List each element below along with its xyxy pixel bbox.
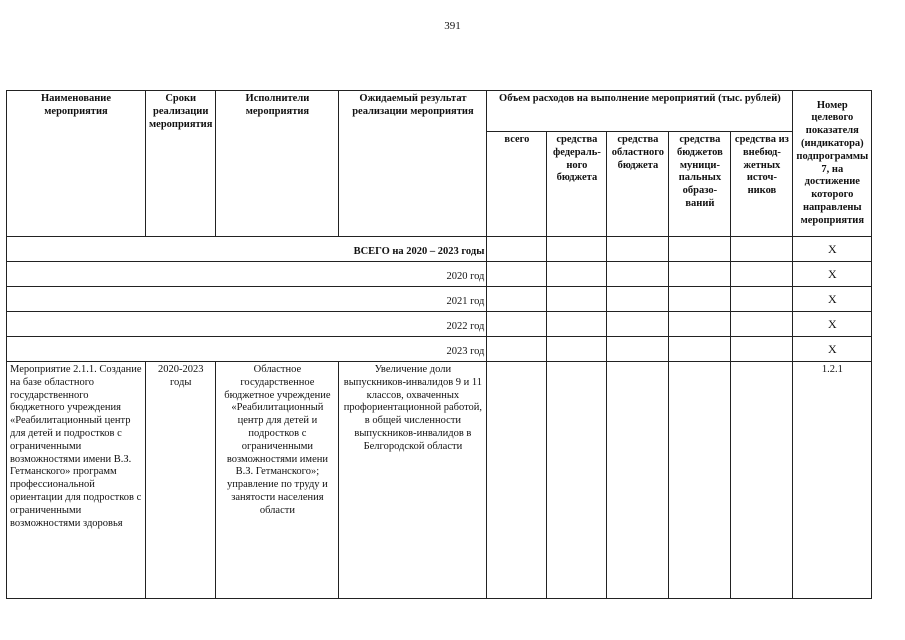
- cell-empty: [669, 237, 731, 262]
- header-sub-federal: средства федераль-ного бюджета: [547, 132, 607, 237]
- cell-empty: [547, 362, 607, 599]
- cell-empty: [731, 262, 793, 287]
- cell-empty: [607, 312, 669, 337]
- measure-term: 2020-2023 годы: [146, 362, 216, 599]
- header-executors: Исполнители мероприятия: [216, 91, 339, 237]
- cell-empty: [731, 362, 793, 599]
- summary-indicator: Х: [793, 237, 872, 262]
- header-row-1: [7, 91, 872, 132]
- cell-empty: [547, 337, 607, 362]
- cell-empty: [487, 237, 547, 262]
- cell-empty: [669, 287, 731, 312]
- cell-empty: [607, 337, 669, 362]
- measure-indicator: 1.2.1: [793, 362, 872, 599]
- cell-empty: [487, 337, 547, 362]
- header-indicator: Номер целевого показателя (индикатора) подпрограммы 7, на достижение которого направлены мероприятия: [793, 91, 872, 237]
- cell-empty: [607, 237, 669, 262]
- measure-executors: Областное государственное бюджетное учреждение «Реабилитационный центр для детей и подростков с ограниченными возможностями имени В.З. Гетманского»; управление по труду и занятости населения области: [216, 362, 339, 599]
- cell-empty: [547, 287, 607, 312]
- header-sub-extra: средства из внебюд-жетных источ-ников: [731, 132, 793, 237]
- summary-indicator: Х: [793, 287, 872, 312]
- measure-result: Увеличение доли выпускников-инвалидов 9 и 11 классов, охваченных профориентационной работой, в общей численности выпускников-инвалидов в Белгородской области: [339, 362, 487, 599]
- cell-empty: [669, 312, 731, 337]
- cell-empty: [731, 237, 793, 262]
- header-expenses-group: Объем расходов на выполнение мероприятий (тыс. рублей): [487, 91, 793, 132]
- summary-label: ВСЕГО на 2020 – 2023 годы: [7, 237, 487, 262]
- cell-empty: [669, 362, 731, 599]
- cell-empty: [487, 312, 547, 337]
- summary-row-2023: [7, 337, 872, 362]
- cell-empty: [607, 262, 669, 287]
- summary-row-2022: [7, 312, 872, 337]
- cell-empty: [669, 337, 731, 362]
- cell-empty: [547, 312, 607, 337]
- summary-indicator: Х: [793, 312, 872, 337]
- summary-indicator: Х: [793, 262, 872, 287]
- header-name: Наименование мероприятия: [7, 91, 146, 237]
- cell-empty: [607, 287, 669, 312]
- header-result: Ожидаемый результат реализации мероприятия: [339, 91, 487, 237]
- header-sub-total: всего: [487, 132, 547, 237]
- summary-label: 2021 год: [7, 287, 487, 312]
- summary-label: 2020 год: [7, 262, 487, 287]
- cell-empty: [487, 287, 547, 312]
- header-sub-regional: средства областного бюджета: [607, 132, 669, 237]
- measure-row: [7, 362, 872, 599]
- measure-name: Мероприятие 2.1.1. Создание на базе областного государственного бюджетного учреждения «Реабилитационный центр для детей и подростков с ограниченными возможностями имени В.З. Гетманского» программ профессиональной ориентации для подростков с ограниченными возможностями здоровья: [7, 362, 146, 599]
- cell-empty: [607, 362, 669, 599]
- cell-empty: [731, 312, 793, 337]
- cell-empty: [731, 337, 793, 362]
- header-term: Сроки реализации мероприятия: [146, 91, 216, 237]
- cell-empty: [487, 262, 547, 287]
- cell-empty: [731, 287, 793, 312]
- summary-label: 2022 год: [7, 312, 487, 337]
- summary-row-2021: [7, 287, 872, 312]
- cell-empty: [487, 362, 547, 599]
- measures-table: [6, 90, 872, 599]
- page-number: 391: [444, 20, 461, 32]
- header-sub-municipal: средства бюджетов муници-пальных образо-ваний: [669, 132, 731, 237]
- cell-empty: [547, 262, 607, 287]
- cell-empty: [669, 262, 731, 287]
- summary-row-total: [7, 237, 872, 262]
- cell-empty: [547, 237, 607, 262]
- summary-indicator: Х: [793, 337, 872, 362]
- summary-label: 2023 год: [7, 337, 487, 362]
- summary-row-2020: [7, 262, 872, 287]
